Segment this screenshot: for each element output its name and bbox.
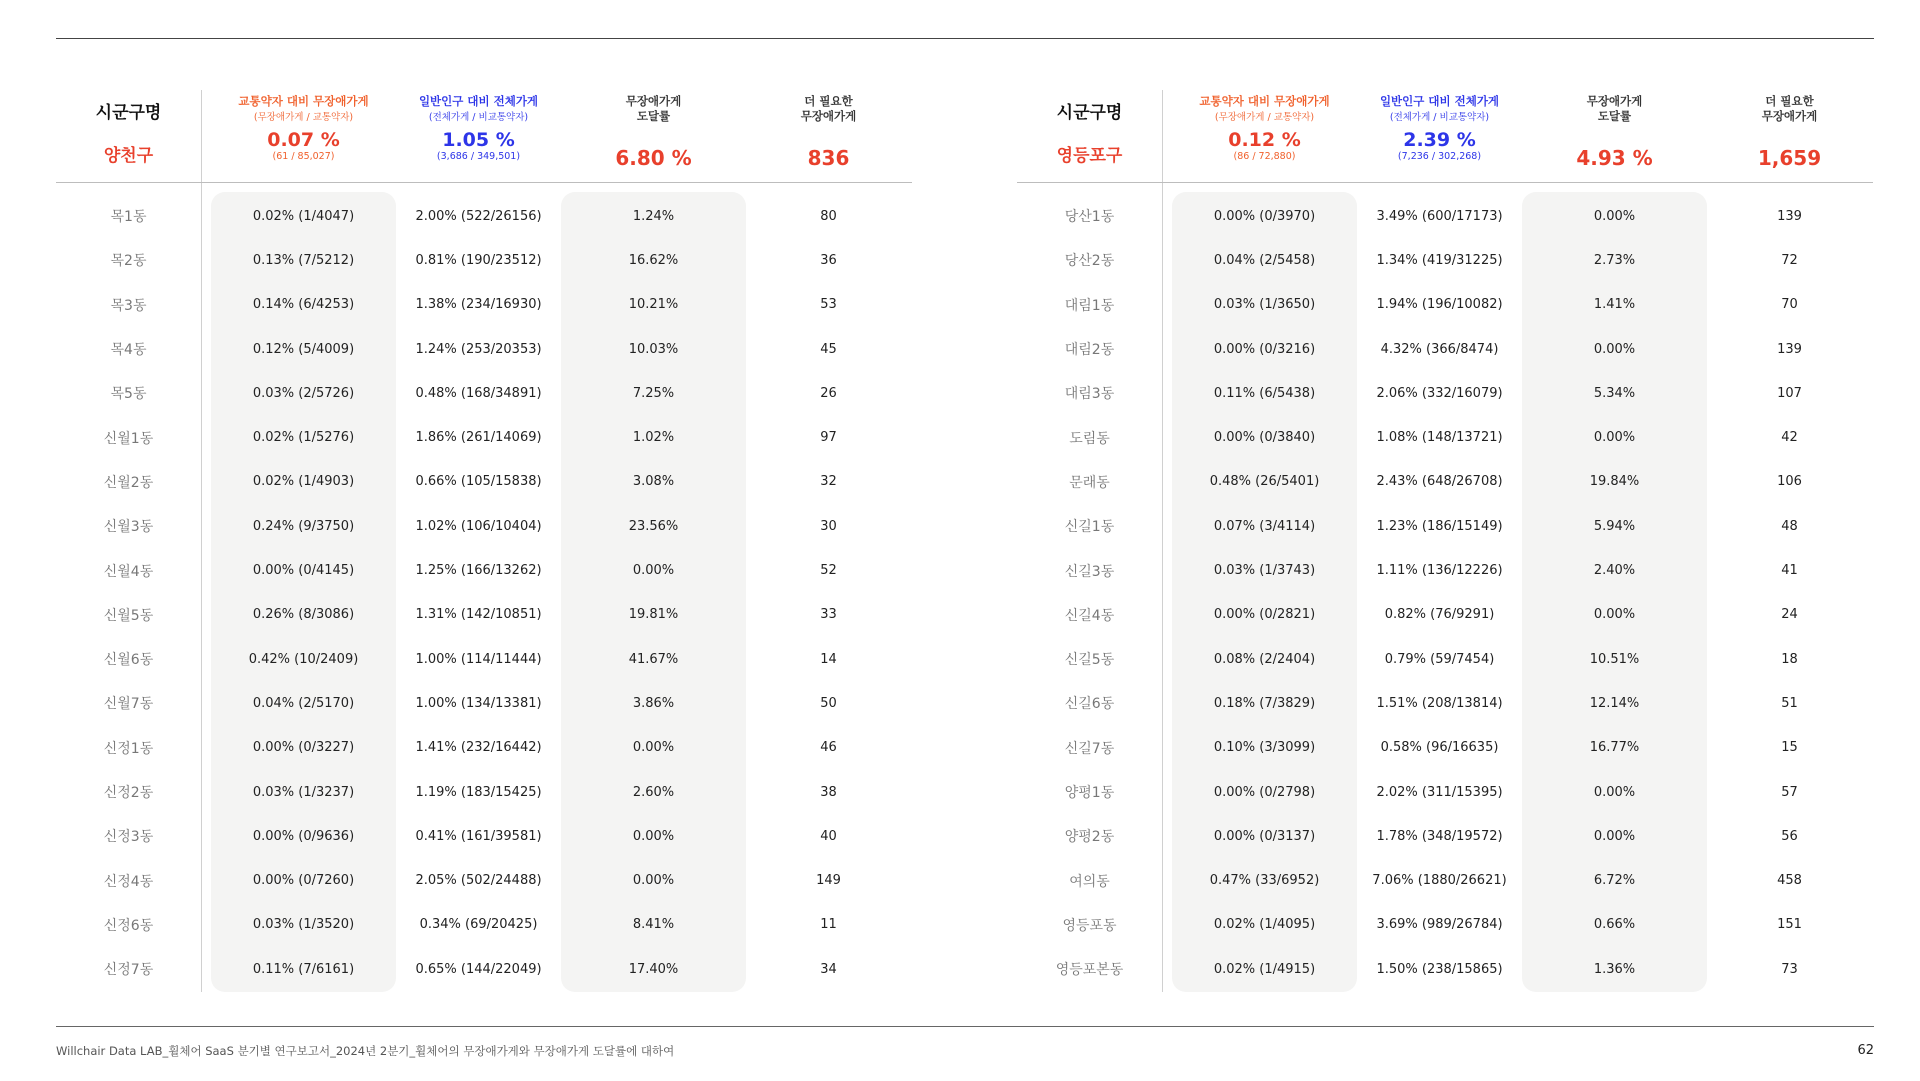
dong-name: 신길5동: [1064, 652, 1115, 669]
col2-value: 1.86% (261/14069): [415, 430, 542, 446]
col2-value: 1.41% (232/16442): [415, 740, 542, 756]
dong-name: 신월7동: [103, 696, 154, 713]
col3-value: 23.56%: [628, 518, 679, 534]
col1-subtitle: (무장애가게 / 교통약자): [253, 112, 354, 123]
col2-value: 0.81% (190/23512): [415, 252, 542, 268]
col3-value: 6.72%: [1593, 873, 1636, 889]
dong-name: 대림2동: [1064, 342, 1115, 359]
col4-title-line2: 무장애가게: [1761, 109, 1818, 123]
col2-value: 1.02% (106/10404): [415, 518, 542, 534]
col2-subtitle: (전체가게 / 비교통약자): [428, 112, 529, 123]
col4-value: 106: [1777, 474, 1802, 490]
col2-value: 1.94% (196/10082): [1376, 297, 1503, 313]
col3-value: 17.40%: [628, 961, 679, 977]
col2-value: 0.66% (105/15838): [415, 474, 542, 490]
col4-value: 36: [820, 252, 837, 268]
table-row: [1017, 194, 1873, 238]
col2-title: 일반인구 대비 전체가게: [1379, 94, 1500, 108]
col2-total-sub: (7,236 / 302,268): [1397, 151, 1482, 162]
dong-name: 문래동: [1069, 474, 1110, 491]
col2-subtitle: (전체가게 / 비교통약자): [1389, 112, 1490, 123]
dong-name: 신월3동: [103, 519, 154, 536]
col1-value: 0.02% (1/4095): [1213, 917, 1316, 933]
col4-value: 45: [820, 341, 837, 357]
table-row: [1017, 504, 1873, 548]
col1-total: 0.07 %: [267, 129, 340, 151]
col3-value: 19.81%: [628, 607, 679, 623]
col4-value: 34: [820, 961, 837, 977]
col1-title: 교통약자 대비 무장애가게: [238, 94, 369, 108]
col1-value: 0.03% (1/3520): [252, 917, 355, 933]
table-row: [56, 327, 912, 371]
col2-value: 4.32% (366/8474): [1380, 341, 1499, 357]
col1-value: 0.10% (3/3099): [1213, 740, 1316, 756]
dong-name: 영등포본동: [1055, 962, 1124, 979]
dong-name: 목2동: [110, 253, 147, 270]
col2-value: 1.23% (186/15149): [1376, 518, 1503, 534]
col4-title-line2: 무장애가게: [800, 109, 857, 123]
col2-value: 1.34% (419/31225): [1376, 252, 1503, 268]
table-row: [56, 858, 912, 902]
table-body: [56, 194, 912, 991]
col2-value: 2.06% (332/16079): [1376, 385, 1503, 401]
dong-name: 신정3동: [103, 829, 154, 846]
col3-value: 0.00%: [1593, 341, 1636, 357]
dong-name: 신정4동: [103, 873, 154, 890]
dong-name: 대림1동: [1064, 297, 1115, 314]
dong-name: 신길4동: [1064, 607, 1115, 624]
col2-value: 1.38% (234/16930): [415, 297, 542, 313]
col4-value: 32: [820, 474, 837, 490]
col3-value: 1.41%: [1593, 297, 1636, 313]
col2-value: 3.69% (989/26784): [1376, 917, 1503, 933]
col3-value: 0.00%: [1593, 828, 1636, 844]
col3-value: 0.00%: [1593, 430, 1636, 446]
col4-value: 139: [1777, 208, 1802, 224]
col1-value: 0.26% (8/3086): [252, 607, 355, 623]
col4-value: 57: [1781, 784, 1798, 800]
col3-total: 4.93 %: [1576, 146, 1653, 170]
col4-value: 48: [1781, 518, 1798, 534]
col3-value: 16.77%: [1589, 740, 1640, 756]
col4-value: 151: [1777, 917, 1802, 933]
dong-name: 신정6동: [103, 917, 154, 934]
table-row: [56, 371, 912, 415]
dong-name: 신월4동: [103, 563, 154, 580]
col1-value: 0.13% (7/5212): [252, 252, 355, 268]
col4-value: 458: [1777, 873, 1802, 889]
dong-name: 신길6동: [1064, 696, 1115, 713]
col1-value: 0.02% (1/4047): [252, 208, 355, 224]
col4-value: 107: [1777, 385, 1802, 401]
col1-total: 0.12 %: [1228, 129, 1301, 151]
col4-value: 24: [1781, 607, 1798, 623]
dong-name: 도림동: [1069, 430, 1110, 447]
header-divider: [1017, 182, 1873, 183]
dong-name: 신월2동: [103, 474, 154, 491]
table-row: [1017, 460, 1873, 504]
table-row: [1017, 637, 1873, 681]
col2-value: 1.31% (142/10851): [415, 607, 542, 623]
col2-value: 0.34% (69/20425): [419, 917, 538, 933]
col2-value: 1.11% (136/12226): [1376, 563, 1503, 579]
col3-value: 0.66%: [1593, 917, 1636, 933]
dong-name: 신정7동: [103, 962, 154, 979]
col4-title-line1: 더 필요한: [804, 94, 853, 108]
col4-total: 1,659: [1757, 146, 1822, 170]
dong-name: 목4동: [110, 342, 147, 359]
col4-value: 73: [1781, 961, 1798, 977]
col4-value: 33: [820, 607, 837, 623]
col3-value: 2.40%: [1593, 563, 1636, 579]
table-row: [56, 460, 912, 504]
col1-value: 0.48% (26/5401): [1209, 474, 1320, 490]
table-row: [56, 947, 912, 991]
col2-value: 0.65% (144/22049): [415, 961, 542, 977]
col3-title-line2: 도달률: [636, 109, 671, 123]
dong-name: 신정2동: [103, 785, 154, 801]
col3-value: 10.51%: [1589, 651, 1640, 667]
col2-value: 2.43% (648/26708): [1376, 474, 1503, 490]
col2-value: 2.05% (502/24488): [415, 873, 542, 889]
col3-value: 1.24%: [632, 208, 675, 224]
dong-name: 신길3동: [1064, 563, 1115, 580]
col1-value: 0.24% (9/3750): [252, 518, 355, 534]
col2-value: 1.50% (238/15865): [1376, 961, 1503, 977]
col3-value: 1.02%: [632, 430, 675, 446]
header-district: [1017, 98, 1162, 166]
dong-name: 목1동: [110, 209, 147, 226]
header-col3: [1522, 94, 1707, 170]
table-row: [1017, 726, 1873, 770]
col1-value: 0.00% (0/3970): [1213, 208, 1316, 224]
table-row: [1017, 371, 1873, 415]
col3-title-line1: 무장애가게: [1586, 94, 1643, 108]
col3-value: 10.21%: [628, 297, 679, 313]
table-row: [1017, 415, 1873, 459]
col3-value: 41.67%: [628, 651, 679, 667]
col2-value: 1.08% (148/13721): [1376, 430, 1503, 446]
col1-value: 0.00% (0/2798): [1213, 784, 1316, 800]
col1-value: 0.42% (10/2409): [248, 651, 359, 667]
col2-value: 1.78% (348/19572): [1376, 828, 1503, 844]
col1-value: 0.18% (7/3829): [1213, 695, 1316, 711]
col1-value: 0.00% (0/3137): [1213, 828, 1316, 844]
col3-title-line1: 무장애가게: [625, 94, 682, 108]
table-row: [56, 283, 912, 327]
col2-total-sub: (3,686 / 349,501): [436, 151, 521, 162]
dong-name: 양평2동: [1064, 829, 1115, 846]
dong-name: 신월5동: [103, 607, 154, 624]
dong-name: 당산2동: [1064, 253, 1115, 270]
col4-value: 30: [820, 518, 837, 534]
table-row: [56, 814, 912, 858]
col3-value: 5.94%: [1593, 518, 1636, 534]
col2-value: 7.06% (1880/26621): [1372, 873, 1507, 889]
col1-value: 0.00% (0/7260): [252, 873, 355, 889]
dong-name: 신월1동: [103, 430, 154, 447]
table-row: [1017, 283, 1873, 327]
table-row: [56, 903, 912, 947]
col3-value: 1.36%: [1593, 961, 1636, 977]
dong-name: 당산1동: [1064, 209, 1115, 226]
footer-text: Willchair Data LAB_휠체어 SaaS 분기별 연구보고서_2024년 2분기_휠체어의 무장애가게와 무장애가게 도달률에 대하여: [56, 1044, 675, 1058]
col3-value: 3.08%: [632, 474, 675, 490]
col1-value: 0.47% (33/6952): [1209, 873, 1320, 889]
col3-value: 0.00%: [632, 740, 675, 756]
col1-value: 0.04% (2/5170): [252, 695, 355, 711]
col2-value: 2.00% (522/26156): [415, 208, 542, 224]
table-row: [56, 593, 912, 637]
table-row: [1017, 770, 1873, 814]
col1-value: 0.00% (0/3227): [252, 740, 355, 756]
header-col1: [1172, 94, 1357, 162]
col1-total-sub: (61 / 85,027): [272, 151, 335, 162]
col2-value: 1.24% (253/20353): [415, 341, 542, 357]
table-row: [56, 637, 912, 681]
col3-value: 3.86%: [632, 695, 675, 711]
col2-value: 0.41% (161/39581): [415, 828, 542, 844]
header-col4: [736, 94, 921, 170]
dong-name: 신월6동: [103, 652, 154, 669]
col1-subtitle: (무장애가게 / 교통약자): [1214, 112, 1315, 123]
table-row: [1017, 327, 1873, 371]
table-yangcheon: [56, 90, 912, 990]
col4-value: 14: [820, 651, 837, 667]
col1-value: 0.07% (3/4114): [1213, 518, 1316, 534]
col3-value: 0.00%: [632, 873, 675, 889]
col3-value: 0.00%: [1593, 208, 1636, 224]
col1-value: 0.14% (6/4253): [252, 297, 355, 313]
col1-value: 0.11% (7/6161): [252, 961, 355, 977]
col2-total: 2.39 %: [1403, 129, 1476, 151]
table-row: [1017, 947, 1873, 991]
col3-value: 0.00%: [632, 563, 675, 579]
col3-value: 16.62%: [628, 252, 679, 268]
table-yeongdeungpo: [1017, 90, 1873, 990]
col3-value: 10.03%: [628, 341, 679, 357]
col4-value: 56: [1781, 828, 1798, 844]
col4-value: 53: [820, 297, 837, 313]
table-row: [56, 548, 912, 592]
dong-name: 신정1동: [103, 740, 154, 757]
header-district-label: 시군구명: [1056, 103, 1123, 123]
dong-name: 목3동: [110, 297, 147, 314]
table-row: [56, 194, 912, 238]
col4-value: 80: [820, 208, 837, 224]
header-col2: [1347, 94, 1532, 162]
col4-total: 836: [807, 146, 850, 170]
header-district: [56, 98, 201, 166]
col4-value: 38: [820, 784, 837, 800]
table-body: [1017, 194, 1873, 991]
col1-value: 0.11% (6/5438): [1213, 385, 1316, 401]
col4-value: 149: [816, 873, 841, 889]
col4-value: 42: [1781, 430, 1798, 446]
table-row: [1017, 903, 1873, 947]
col4-value: 72: [1781, 252, 1798, 268]
col3-total: 6.80 %: [615, 146, 692, 170]
col3-value: 0.00%: [1593, 784, 1636, 800]
header-col1: [211, 94, 396, 162]
col2-total: 1.05 %: [442, 129, 515, 151]
col1-total-sub: (86 / 72,880): [1233, 151, 1296, 162]
col4-value: 26: [820, 385, 837, 401]
district-name: 영등포구: [1056, 146, 1123, 166]
col3-value: 2.60%: [632, 784, 675, 800]
table-row: [56, 415, 912, 459]
col2-value: 1.00% (114/11444): [415, 651, 542, 667]
table-row: [1017, 238, 1873, 282]
table-row: [56, 726, 912, 770]
col4-value: 139: [1777, 341, 1802, 357]
col3-value: 7.25%: [632, 385, 675, 401]
col2-title: 일반인구 대비 전체가게: [418, 94, 539, 108]
table-row: [56, 770, 912, 814]
dong-name: 여의동: [1069, 873, 1110, 890]
header-col2: [386, 94, 571, 162]
col3-value: 5.34%: [1593, 385, 1636, 401]
col2-value: 0.58% (96/16635): [1380, 740, 1499, 756]
col3-value: 0.00%: [1593, 607, 1636, 623]
table-row: [56, 504, 912, 548]
header-col4: [1697, 94, 1882, 170]
col2-value: 1.51% (208/13814): [1376, 695, 1503, 711]
col4-value: 52: [820, 563, 837, 579]
col3-value: 12.14%: [1589, 695, 1640, 711]
header-col3: [561, 94, 746, 170]
table-row: [1017, 814, 1873, 858]
col4-value: 40: [820, 828, 837, 844]
col1-value: 0.00% (0/4145): [252, 563, 355, 579]
table-row: [1017, 593, 1873, 637]
col4-value: 70: [1781, 297, 1798, 313]
dong-name: 신길7동: [1064, 740, 1115, 757]
col4-value: 41: [1781, 563, 1798, 579]
header-divider: [56, 182, 912, 183]
col1-title: 교통약자 대비 무장애가게: [1199, 94, 1330, 108]
dong-name: 신길1동: [1064, 519, 1115, 536]
table-row: [56, 681, 912, 725]
bottom-rule: [56, 1026, 1874, 1027]
col4-value: 18: [1781, 651, 1798, 667]
col2-value: 0.79% (59/7454): [1384, 651, 1495, 667]
col2-value: 1.00% (134/13381): [415, 695, 542, 711]
col1-value: 0.03% (1/3743): [1213, 563, 1316, 579]
col3-value: 0.00%: [632, 828, 675, 844]
col4-value: 11: [820, 917, 837, 933]
col1-value: 0.03% (1/3650): [1213, 297, 1316, 313]
col2-value: 2.02% (311/15395): [1376, 784, 1503, 800]
top-rule: [56, 38, 1874, 39]
col1-value: 0.00% (0/3840): [1213, 430, 1316, 446]
col1-value: 0.08% (2/2404): [1213, 651, 1316, 667]
col1-value: 0.02% (1/5276): [252, 430, 355, 446]
table-row: [1017, 858, 1873, 902]
col1-value: 0.02% (1/4903): [252, 474, 355, 490]
col4-value: 46: [820, 740, 837, 756]
dong-name: 대림3동: [1064, 386, 1115, 403]
col1-value: 0.00% (0/3216): [1213, 341, 1316, 357]
col2-value: 3.49% (600/17173): [1376, 208, 1503, 224]
col1-value: 0.02% (1/4915): [1213, 961, 1316, 977]
col1-value: 0.03% (1/3237): [252, 784, 355, 800]
col3-title-line2: 도달률: [1597, 109, 1632, 123]
page-number: 62: [1857, 1043, 1874, 1058]
dong-name: 목5동: [110, 386, 147, 403]
col4-value: 51: [1781, 695, 1798, 711]
col1-value: 0.00% (0/2821): [1213, 607, 1316, 623]
col4-title-line1: 더 필요한: [1765, 94, 1814, 108]
col2-value: 1.25% (166/13262): [415, 563, 542, 579]
col3-value: 2.73%: [1593, 252, 1636, 268]
col4-value: 50: [820, 695, 837, 711]
col1-value: 0.00% (0/9636): [252, 828, 355, 844]
table-row: [56, 238, 912, 282]
header-district-label: 시군구명: [95, 103, 162, 123]
dong-name: 영등포동: [1062, 917, 1117, 934]
col2-value: 0.82% (76/9291): [1384, 607, 1495, 623]
col1-value: 0.04% (2/5458): [1213, 252, 1316, 268]
col2-value: 0.48% (168/34891): [415, 385, 542, 401]
table-row: [1017, 548, 1873, 592]
col3-value: 19.84%: [1589, 474, 1640, 490]
col1-value: 0.03% (2/5726): [252, 385, 355, 401]
col4-value: 97: [820, 430, 837, 446]
table-row: [1017, 681, 1873, 725]
col4-value: 15: [1781, 740, 1798, 756]
dong-name: 양평1동: [1064, 785, 1115, 801]
district-name: 양천구: [103, 146, 154, 166]
col3-value: 8.41%: [632, 917, 675, 933]
col1-value: 0.12% (5/4009): [252, 341, 355, 357]
col2-value: 1.19% (183/15425): [415, 784, 542, 800]
